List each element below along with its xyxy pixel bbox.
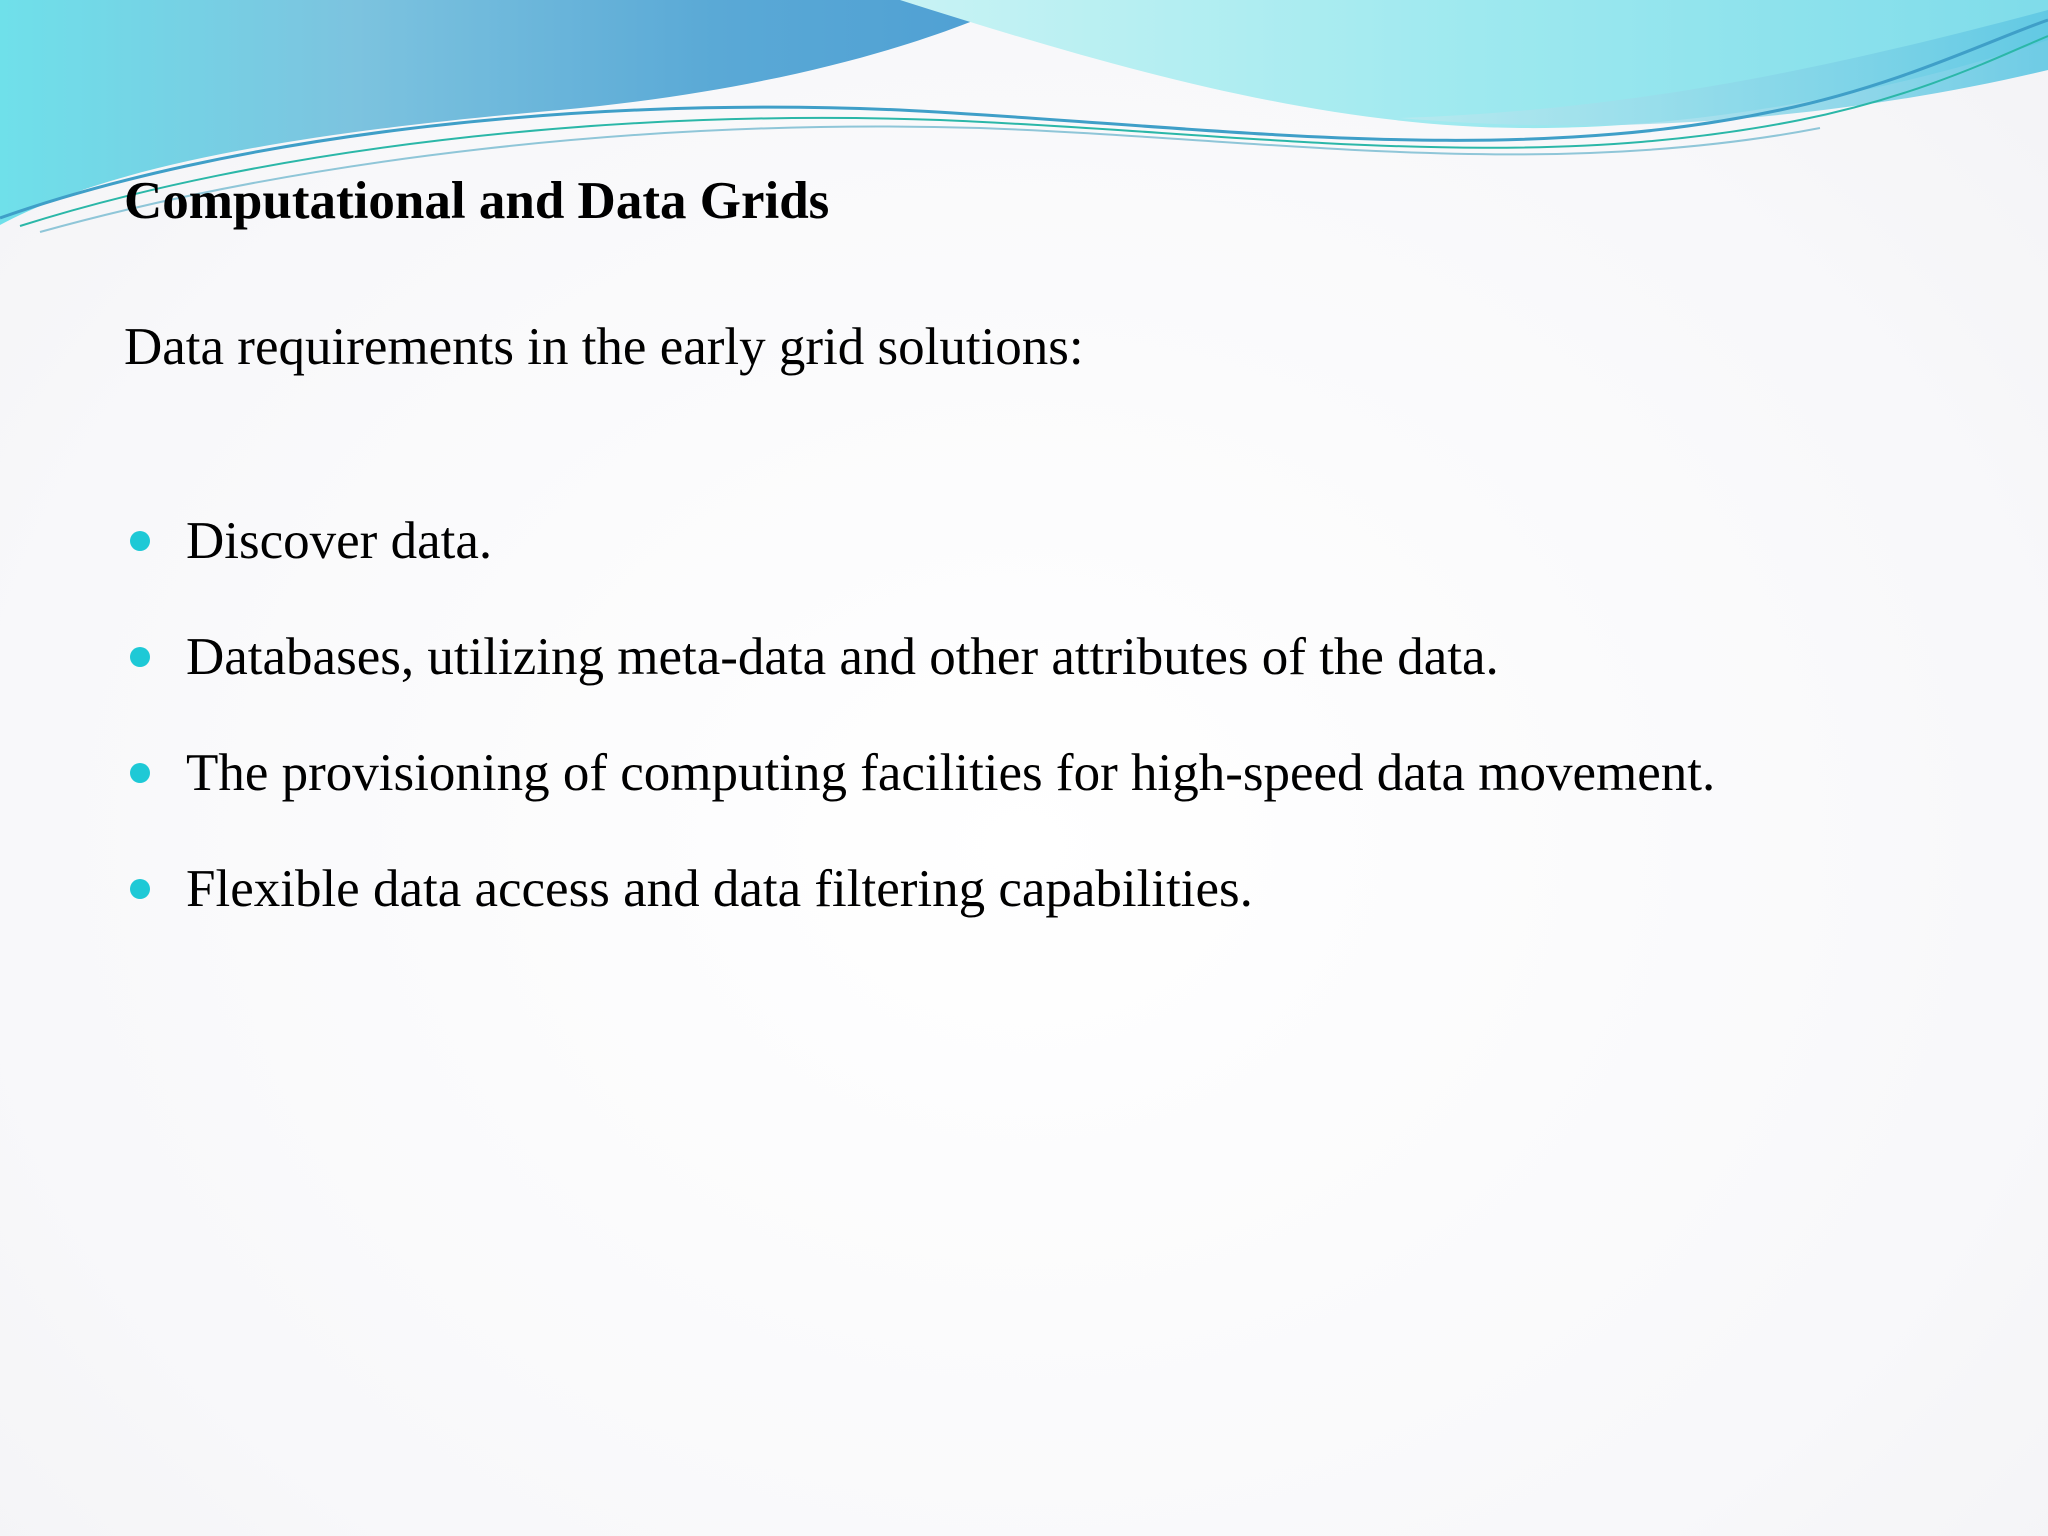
bullet-dot-icon: [130, 647, 150, 667]
intro-text: Data requirements in the early grid solutions:: [124, 318, 1084, 376]
list-item: [124, 831, 1715, 947]
list-item: [124, 715, 1715, 831]
slide-title: Computational and Data Grids: [124, 172, 830, 230]
list-item: [124, 599, 1715, 715]
list-item-text: Databases, utilizing meta-data and other attributes of the data.: [186, 628, 1499, 686]
list-item-text: Discover data.: [186, 512, 493, 570]
list-item-text: The provisioning of computing facilities for high-speed data movement.: [186, 744, 1716, 802]
bullet-dot-icon: [130, 531, 150, 551]
bullet-dot-icon: [130, 763, 150, 783]
bullet-dot-icon: [130, 879, 150, 899]
list-item: [124, 483, 1715, 599]
bullet-list: [124, 483, 1715, 947]
list-item-text: Flexible data access and data filtering capabilities.: [186, 860, 1253, 918]
